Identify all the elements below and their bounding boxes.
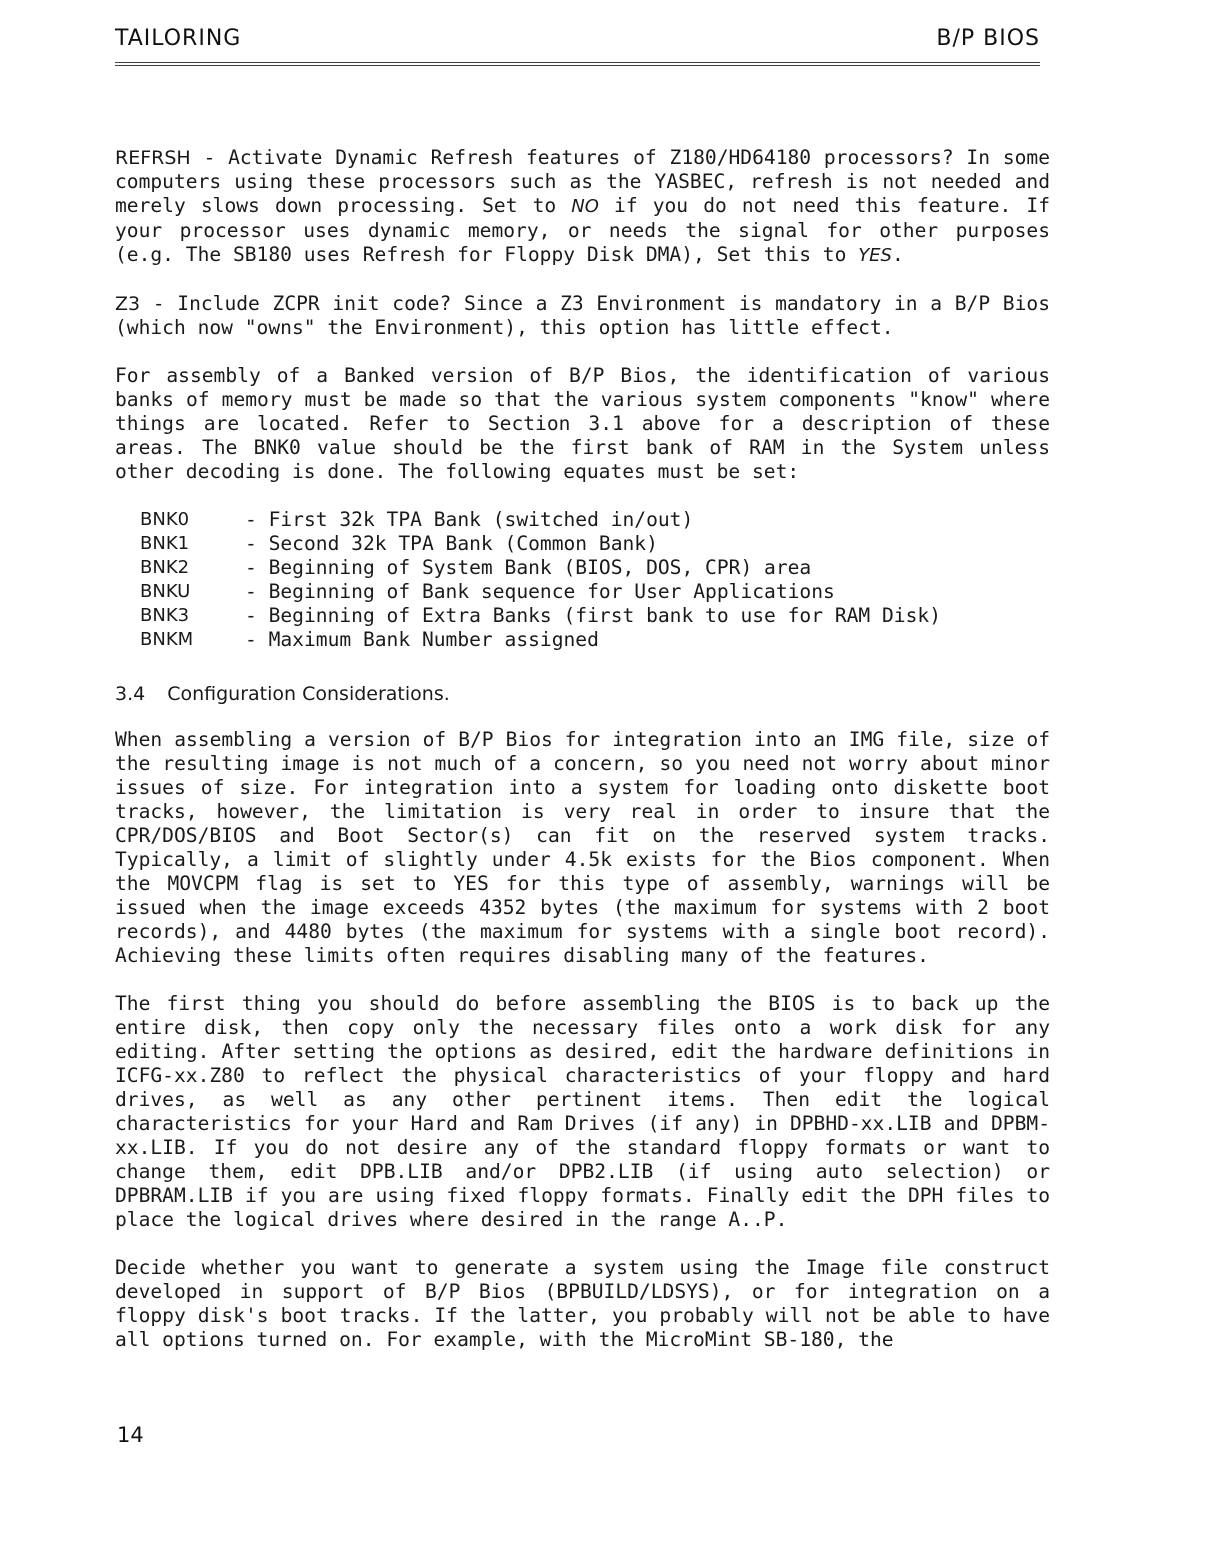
section-title: Configuration Considerations. xyxy=(167,683,450,705)
equate-name: BNK0 xyxy=(140,509,190,530)
section-number: 3.4 xyxy=(115,683,146,705)
editing-steps-paragraph: The first thing you should do before assembling the BIOS is to back up the entire disk, then copy only the necessary files onto a work disk for any editing. After setting the options as desired, edit the hardware definitions in ICFG-xx.Z80 to reflect the physical characteristics of your floppy and hard drives, as well as any other pertinent items. Then edit the logical characteristics for your Hard and Ram Drives (if any) in DPBHD-xx.LIB and DPBM-xx.LIB. If you do not desire any of the standard floppy formats or want to change them, edit DPB.LIB and/or DPB2.LIB (if using auto selection) or DPBRAM.LIB if you are using fixed floppy formats. Finally edit the DPH files to place the logical drives where desired in the range A..P. xyxy=(115,992,1050,1231)
equate-description: - Beginning of Extra Banks (first bank to use for RAM Disk) xyxy=(245,604,941,627)
z3-term: Z3 xyxy=(115,293,141,315)
refrsh-no-value: NO xyxy=(571,196,599,217)
equate-name: BNK1 xyxy=(140,533,190,554)
list-item xyxy=(140,508,1050,532)
section-heading xyxy=(115,682,1050,706)
running-header xyxy=(115,26,1040,56)
equate-description: - Second 32k TPA Bank (Common Bank) xyxy=(245,532,658,555)
header-rule xyxy=(115,62,1040,63)
refrsh-yes-value: YES xyxy=(858,245,892,266)
list-item xyxy=(140,604,1050,628)
bank-equates-list xyxy=(115,508,1050,652)
header-book-title: B/P BIOS xyxy=(936,26,1040,51)
equate-description: - Beginning of System Bank (BIOS, DOS, CPR) area xyxy=(245,556,812,579)
equate-name: BNK2 xyxy=(140,557,190,578)
equate-name: BNK3 xyxy=(140,605,190,626)
header-chapter-title: TAILORING xyxy=(115,26,242,51)
refrsh-text-1: - Activate Dynamic Refresh features of Z180/HD64180 processors? In some computers using these processors such as the YASBEC, refresh is not needed and merely slows down processing. Set to xyxy=(115,146,1050,217)
equate-name: BNKM xyxy=(140,629,194,650)
z3-paragraph xyxy=(115,292,1050,340)
refrsh-paragraph xyxy=(115,146,1050,268)
list-item xyxy=(140,532,1050,556)
equate-description: - Maximum Bank Number assigned xyxy=(245,628,599,651)
header-rule-secondary xyxy=(115,65,1040,66)
z3-text: - Include ZCPR init code? Since a Z3 Environment is mandatory in a B/P Bios (which now "owns" the Environment), this option has little effect. xyxy=(115,292,1050,339)
equate-description: - First 32k TPA Bank (switched in/out) xyxy=(245,508,694,531)
page-body xyxy=(115,146,1050,1376)
assembly-size-paragraph: When assembling a version of B/P Bios for integration into an IMG file, size of the resulting image is not much of a concern, so you need not worry about minor issues of size. For integration into a system for loading onto diskette boot tracks, however, the limitation is very real in order to insure that the CPR/DOS/BIOS and Boot Sector(s) can fit on the reserved system tracks. Typically, a limit of slightly under 4.5k exists for the Bios component. When the MOVCPM flag is set to YES for this type of assembly, warnings will be issued when the image exceeds 4352 bytes (the maximum for systems with 2 boot records), and 4480 bytes (the maximum for systems with a single boot record). Achieving these limits often requires disabling many of the features. xyxy=(115,728,1050,967)
list-item xyxy=(140,580,1050,604)
refrsh-term: REFRSH xyxy=(115,147,191,169)
system-generation-paragraph: Decide whether you want to generate a system using the Image file construct developed in support of B/P Bios (BPBUILD/LDSYS), or for integration on a floppy disk's boot tracks. If the latter, you probably will not be able to have all options turned on. For example, with the MicroMint SB-180, the xyxy=(115,1256,1050,1351)
refrsh-text-3: . xyxy=(891,243,904,266)
refrsh-text-2: if you do not need this feature. If your processor uses dynamic memory, or needs the signal for other purposes (e.g. The SB180 uses Refresh for Floppy Disk DMA), Set this to xyxy=(115,194,1051,266)
page-number: 14 xyxy=(117,1423,144,1447)
list-item xyxy=(140,628,1050,652)
equate-description: - Beginning of Bank sequence for User Applications xyxy=(245,580,835,603)
list-item xyxy=(140,556,1050,580)
equate-name: BNKU xyxy=(140,581,191,602)
banks-intro-paragraph: For assembly of a Banked version of B/P Bios, the identification of various banks of memory must be made so that the various system components "know" where things are located. Refer to Section 3.1 above for a description of these areas. The BNK0 value should be the first bank of RAM in the System unless other decoding is done. The following equates must be set: xyxy=(115,364,1050,483)
